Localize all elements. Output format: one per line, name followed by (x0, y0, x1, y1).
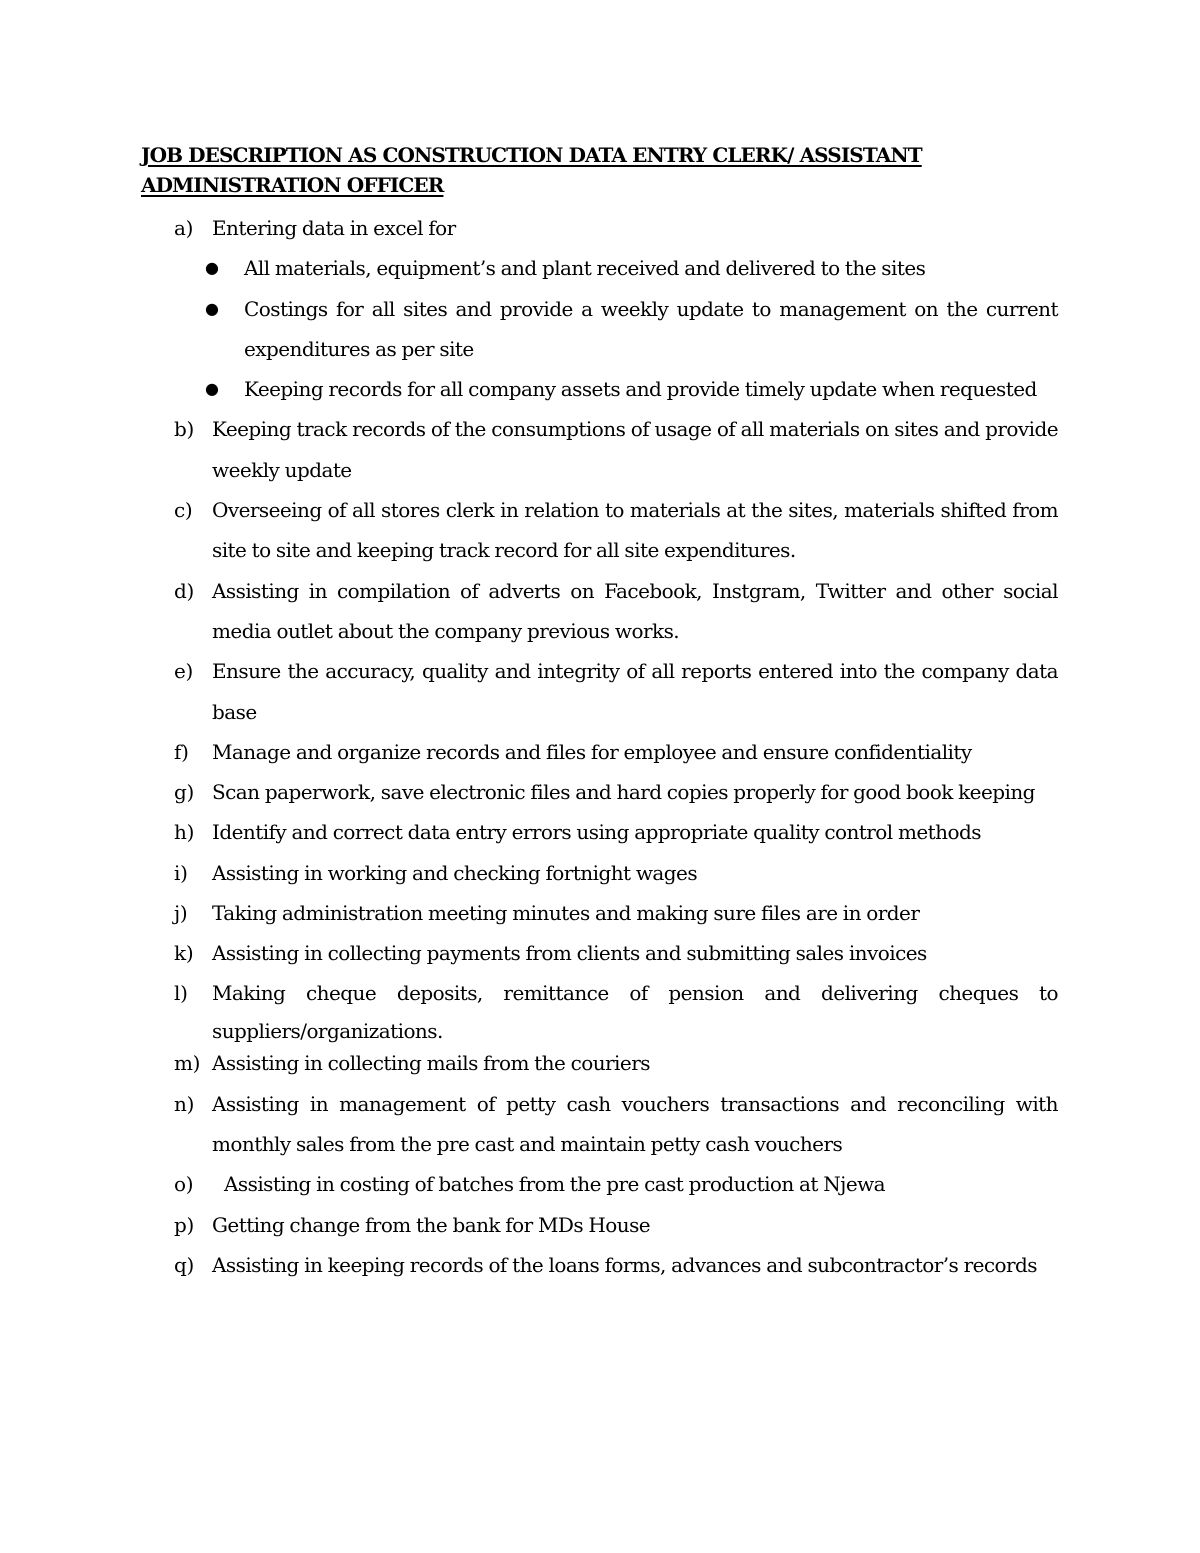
sub-list-item (174, 289, 1058, 370)
duty-text: Keeping track records of the consumptions of usage of all materials on sites and provide weekly update (212, 417, 1058, 482)
list-marker: l) (174, 980, 188, 1005)
duty-item-e (174, 651, 1058, 732)
duty-text: Making cheque deposits, remittance of pension and delivering cheques to suppliers/organizations. (212, 980, 1058, 1043)
duties-list (174, 208, 1058, 1285)
document-title: JOB DESCRIPTION AS CONSTRUCTION DATA ENTRY CLERK/ ASSISTANT ADMINISTRATION OFFICER (141, 143, 922, 197)
duty-item-a (174, 208, 1058, 248)
list-marker: h) (174, 820, 195, 845)
duty-item-n (174, 1084, 1058, 1165)
sub-item-text: Costings for all sites and provide a weekly update to management on the current expenditures as per site (244, 296, 1058, 361)
duty-text: Assisting in keeping records of the loans forms, advances and subcontractor’s records (212, 1252, 1037, 1277)
duty-item-p (174, 1205, 1058, 1245)
sub-item-text: Keeping records for all company assets and provide timely update when requested (244, 377, 1037, 402)
duty-text: Ensure the accuracy, quality and integrity of all reports entered into the company data base (212, 659, 1058, 724)
duty-text: Assisting in management of petty cash vouchers transactions and reconciling with monthly sales from the pre cast and maintain petty cash vouchers (212, 1091, 1058, 1156)
duty-item-k (174, 933, 1058, 973)
bullet-icon: ● (205, 298, 219, 318)
duty-item-o (174, 1164, 1058, 1204)
duty-item-a-subitems (174, 248, 1058, 409)
duty-item-j (174, 893, 1058, 933)
list-marker: a) (174, 216, 194, 240)
list-marker: d) (174, 578, 195, 603)
sub-list-item (174, 369, 1058, 409)
duty-text: Overseeing of all stores clerk in relation to materials at the sites, materials shifted from site to site and keeping track record for all site expenditures. (212, 498, 1058, 563)
sub-item-text: All materials, equipment’s and plant received and delivered to the sites (244, 256, 926, 281)
duty-item-f (174, 732, 1058, 772)
duty-item-g (174, 772, 1058, 812)
list-marker: b) (174, 417, 195, 442)
duty-text: Assisting in collecting mails from the couriers (212, 1050, 650, 1075)
duty-item-c (174, 490, 1058, 571)
list-marker: m) (174, 1050, 201, 1075)
duty-item-h (174, 812, 1058, 852)
duty-text: Assisting in costing of batches from the pre cast production at Njewa (224, 1172, 886, 1197)
list-marker: j) (174, 901, 188, 926)
sub-list-item (174, 248, 1058, 288)
list-marker: o) (174, 1172, 194, 1197)
list-marker: c) (174, 498, 193, 523)
duty-item-d (174, 571, 1058, 652)
duty-text: Assisting in working and checking fortnight wages (212, 860, 698, 885)
bullet-icon: ● (205, 379, 219, 399)
duty-text: Scan paperwork, save electronic files and hard copies properly for good book keeping (212, 780, 1035, 805)
list-marker: e) (174, 659, 194, 684)
duty-item-m (174, 1050, 1058, 1076)
duty-item-l (174, 974, 1058, 1050)
duty-text: Assisting in compilation of adverts on Facebook, Instgram, Twitter and other social media outlet about the company previous works. (212, 578, 1058, 643)
duty-text: Assisting in collecting payments from clients and submitting sales invoices (212, 941, 927, 966)
excel-data-sublist (174, 248, 1058, 409)
duty-item-q (174, 1245, 1058, 1285)
duty-text: Identify and correct data entry errors using appropriate quality control methods (212, 820, 981, 845)
duty-item-b (174, 409, 1058, 490)
duty-text: Getting change from the bank for MDs House (212, 1212, 651, 1237)
list-marker: k) (174, 941, 194, 966)
duty-text: Manage and organize records and files for employee and ensure confidentiality (212, 739, 972, 764)
list-marker: f) (174, 739, 189, 764)
list-marker: g) (174, 780, 195, 805)
duty-text: Entering data in excel for (212, 216, 456, 240)
list-marker: p) (174, 1212, 195, 1237)
duty-item-i (174, 853, 1058, 893)
list-marker: n) (174, 1091, 195, 1116)
duty-text: Taking administration meeting minutes and making sure files are in order (212, 901, 920, 926)
list-marker: i) (174, 860, 188, 885)
list-marker: q) (174, 1252, 195, 1277)
bullet-icon: ● (205, 258, 219, 278)
